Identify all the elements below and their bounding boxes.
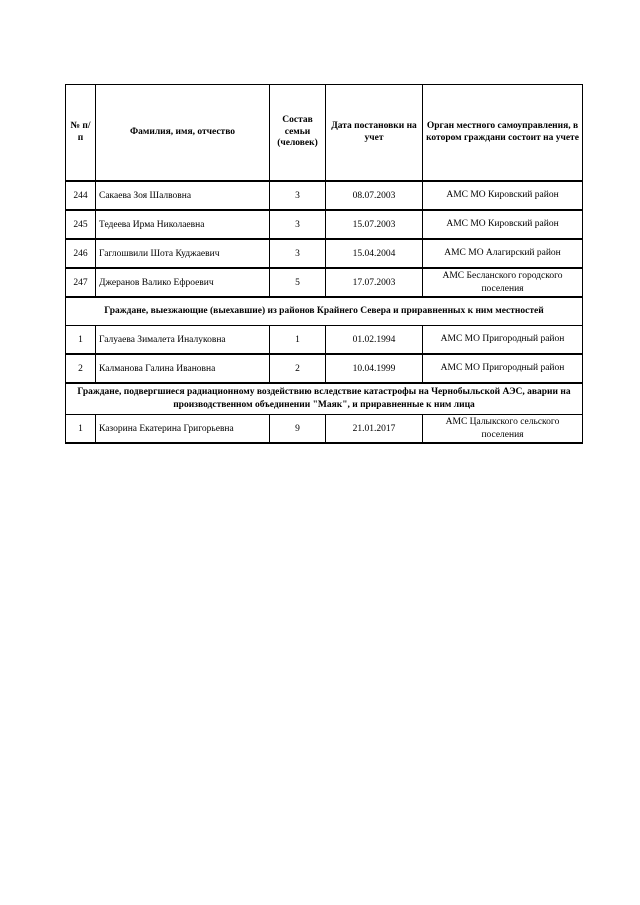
row-date: 10.04.1999 — [326, 354, 423, 383]
row-number: 1 — [66, 415, 96, 444]
row-org: АМС Цалыкского сельского поселения — [423, 415, 583, 444]
table-row — [66, 239, 583, 268]
row-org: АМС Бесланского городского поселения — [423, 268, 583, 297]
row-org: АМС МО Алагирский район — [423, 239, 583, 268]
row-name: Гаглошвили Шота Куджаевич — [96, 239, 270, 268]
col-family-header: Состав семьи (человек) — [270, 85, 326, 182]
row-date: 21.01.2017 — [326, 415, 423, 444]
group-header-row — [66, 383, 583, 415]
row-org: АМС МО Пригородный район — [423, 354, 583, 383]
row-date: 08.07.2003 — [326, 181, 423, 210]
row-date: 15.07.2003 — [326, 210, 423, 239]
row-family: 3 — [270, 210, 326, 239]
col-number-header: № п/п — [66, 85, 96, 182]
row-family: 1 — [270, 326, 326, 355]
row-number: 1 — [66, 326, 96, 355]
row-org: АМС МО Пригородный район — [423, 326, 583, 355]
group-title-chernobyl: Граждане, подвергшиеся радиационному воздействию вследствие катастрофы на Чернобыльской АЭС, аварии на производственном объединении "Маяк", и приравненные к ним лица — [66, 383, 583, 415]
table-row — [66, 181, 583, 210]
row-number: 2 — [66, 354, 96, 383]
row-name: Галуаева Зималета Иналуковна — [96, 326, 270, 355]
row-family: 5 — [270, 268, 326, 297]
row-date: 17.07.2003 — [326, 268, 423, 297]
row-name: Джеранов Валико Ефроевич — [96, 268, 270, 297]
row-family: 9 — [270, 415, 326, 444]
table-row — [66, 354, 583, 383]
table-row — [66, 268, 583, 297]
row-date: 01.02.1994 — [326, 326, 423, 355]
row-number: 244 — [66, 181, 96, 210]
col-org-header: Орган местного самоуправления, в котором граждани состоит на учете — [423, 85, 583, 182]
table-row — [66, 326, 583, 355]
table-header-row — [66, 85, 583, 182]
row-family: 2 — [270, 354, 326, 383]
table-row — [66, 210, 583, 239]
row-date: 15.04.2004 — [326, 239, 423, 268]
register-table — [65, 84, 583, 444]
row-name: Калманова Галина Ивановна — [96, 354, 270, 383]
group-title-far-north: Граждане, выезжающие (выехавшие) из районов Крайнего Севера и приравненных к ним местностей — [66, 297, 583, 326]
row-number: 245 — [66, 210, 96, 239]
row-family: 3 — [270, 181, 326, 210]
row-name: Казорина Екатерина Григорьевна — [96, 415, 270, 444]
row-org: АМС МО Кировский район — [423, 210, 583, 239]
group-header-row — [66, 297, 583, 326]
table-row — [66, 415, 583, 444]
row-number: 247 — [66, 268, 96, 297]
col-name-header: Фамилия, имя, отчество — [96, 85, 270, 182]
row-org: АМС МО Кировский район — [423, 181, 583, 210]
row-name: Тедеева Ирма Николаевна — [96, 210, 270, 239]
row-number: 246 — [66, 239, 96, 268]
col-date-header: Дата постановки на учет — [326, 85, 423, 182]
row-name: Сакаева Зоя Шалвовна — [96, 181, 270, 210]
row-family: 3 — [270, 239, 326, 268]
